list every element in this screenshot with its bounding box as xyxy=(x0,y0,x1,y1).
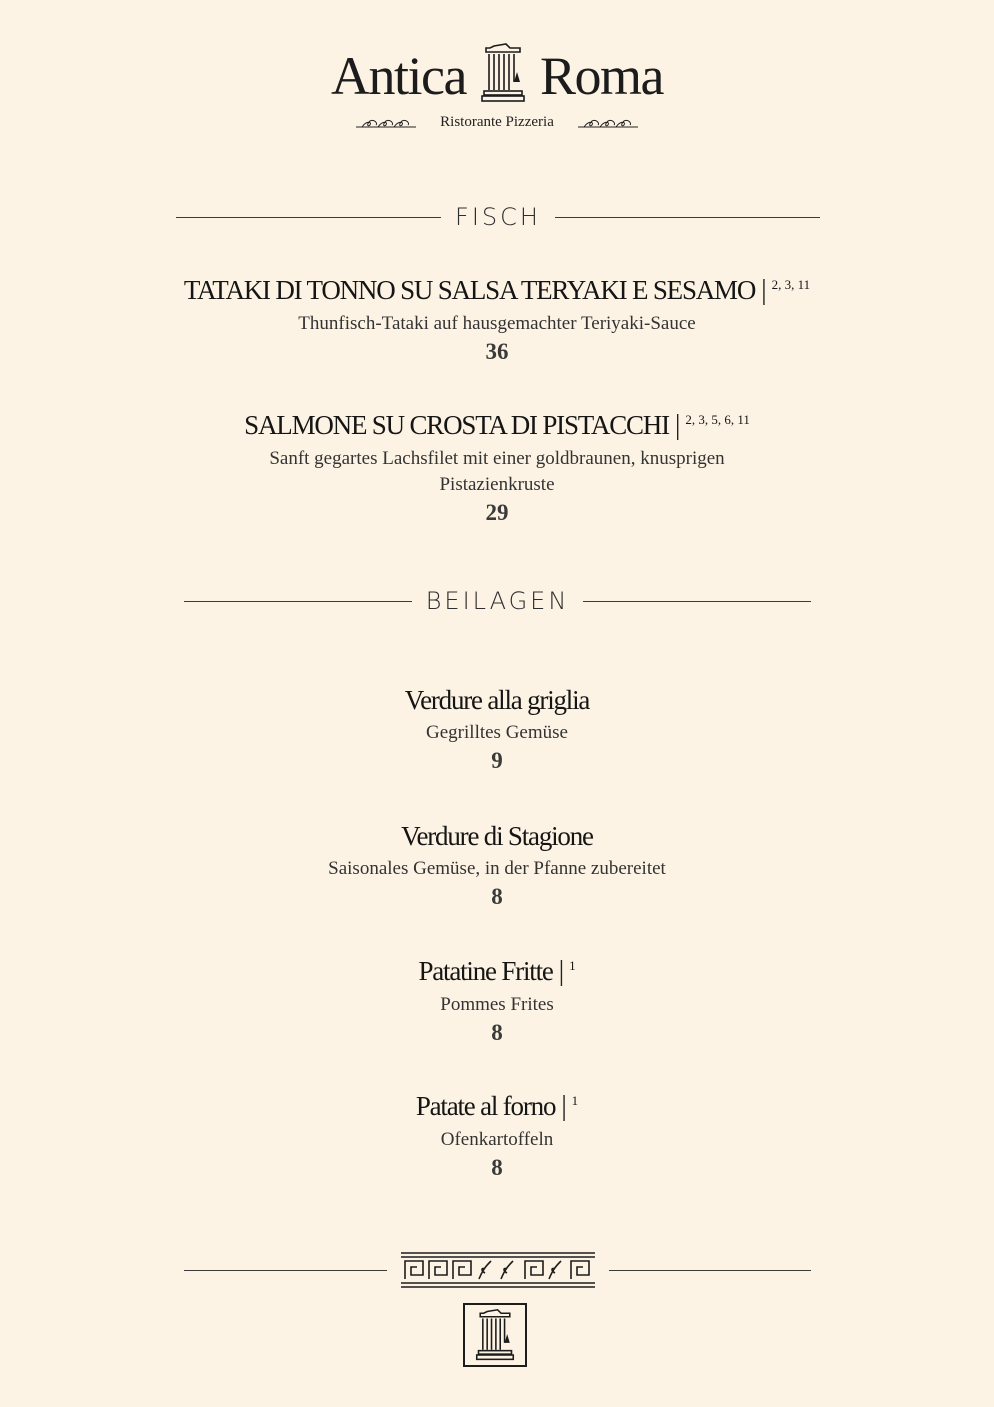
item-name: Verdure alla griglia xyxy=(404,685,590,715)
menu-item xyxy=(0,1092,994,1181)
menu-item xyxy=(0,686,994,774)
item-price: 8 xyxy=(491,883,503,909)
item-name-line xyxy=(0,411,994,442)
item-description: Gegrilltes Gemüse xyxy=(426,721,568,743)
wave-icon xyxy=(578,117,638,129)
separator: | xyxy=(561,1091,566,1122)
column-icon xyxy=(475,1308,515,1362)
item-price: 8 xyxy=(491,1154,503,1180)
brand-logo xyxy=(0,48,994,131)
item-description: Ofenkartoffeln xyxy=(440,1128,554,1150)
separator: | xyxy=(761,275,766,306)
menu-item xyxy=(0,276,994,365)
item-name-line xyxy=(0,957,994,988)
item-price: 8 xyxy=(491,1019,503,1045)
item-description: Pommes Frites xyxy=(440,993,554,1015)
item-allergens: 2, 3, 11 xyxy=(771,277,811,292)
section-header-fisch xyxy=(176,203,820,231)
section-title: FISCH xyxy=(455,203,541,231)
item-name-line xyxy=(0,1092,994,1123)
item-price: 9 xyxy=(491,747,503,773)
divider-line xyxy=(184,601,412,602)
menu-item xyxy=(0,822,994,910)
separator: | xyxy=(558,956,564,987)
footer-ornament-row xyxy=(184,1250,811,1290)
item-description: Sanft gegartes Lachsfilet mit einer goldbraunen, knusprigen Pistazienkruste xyxy=(269,447,725,495)
item-price: 29 xyxy=(485,499,509,525)
brand-tagline: Ristorante Pizzeria xyxy=(440,114,554,130)
brand-name-right: Roma xyxy=(539,46,663,106)
logo-row xyxy=(0,48,994,104)
menu-item xyxy=(0,957,994,1046)
item-description: Saisonales Gemüse, in der Pfanne zubereitet xyxy=(328,857,666,879)
item-name: TATAKI DI TONNO SU SALSA TERYAKI E SESAMO xyxy=(183,275,756,305)
item-name-line xyxy=(0,276,994,307)
menu-item xyxy=(0,411,994,526)
section-header-beilagen xyxy=(184,587,811,615)
divider-line xyxy=(609,1270,812,1271)
divider-line xyxy=(583,601,811,602)
column-badge-icon xyxy=(463,1303,527,1367)
divider-line xyxy=(555,217,820,218)
item-allergens: 1 xyxy=(569,958,576,973)
section-title: BEILAGEN xyxy=(425,587,570,615)
item-name: Patate al forno xyxy=(415,1091,556,1121)
divider-line xyxy=(184,1270,387,1271)
brand-name-left: Antica xyxy=(331,46,466,106)
item-price: 36 xyxy=(485,338,509,364)
item-name: Verdure di Stagione xyxy=(401,821,593,851)
greek-meander-icon xyxy=(401,1251,595,1289)
column-icon xyxy=(480,42,526,104)
item-allergens: 1 xyxy=(571,1093,579,1108)
wave-icon xyxy=(356,117,416,129)
item-description: Thunfisch-Tataki auf hausgemachter Teriyaki-Sauce xyxy=(298,312,696,334)
divider-line xyxy=(176,217,441,218)
item-name: SALMONE SU CROSTA DI PISTACCHI xyxy=(244,410,669,440)
item-name: Patatine Fritte xyxy=(418,956,553,986)
tagline-row xyxy=(0,114,994,131)
item-allergens: 2, 3, 5, 6, 11 xyxy=(685,412,750,427)
separator: | xyxy=(674,410,680,441)
